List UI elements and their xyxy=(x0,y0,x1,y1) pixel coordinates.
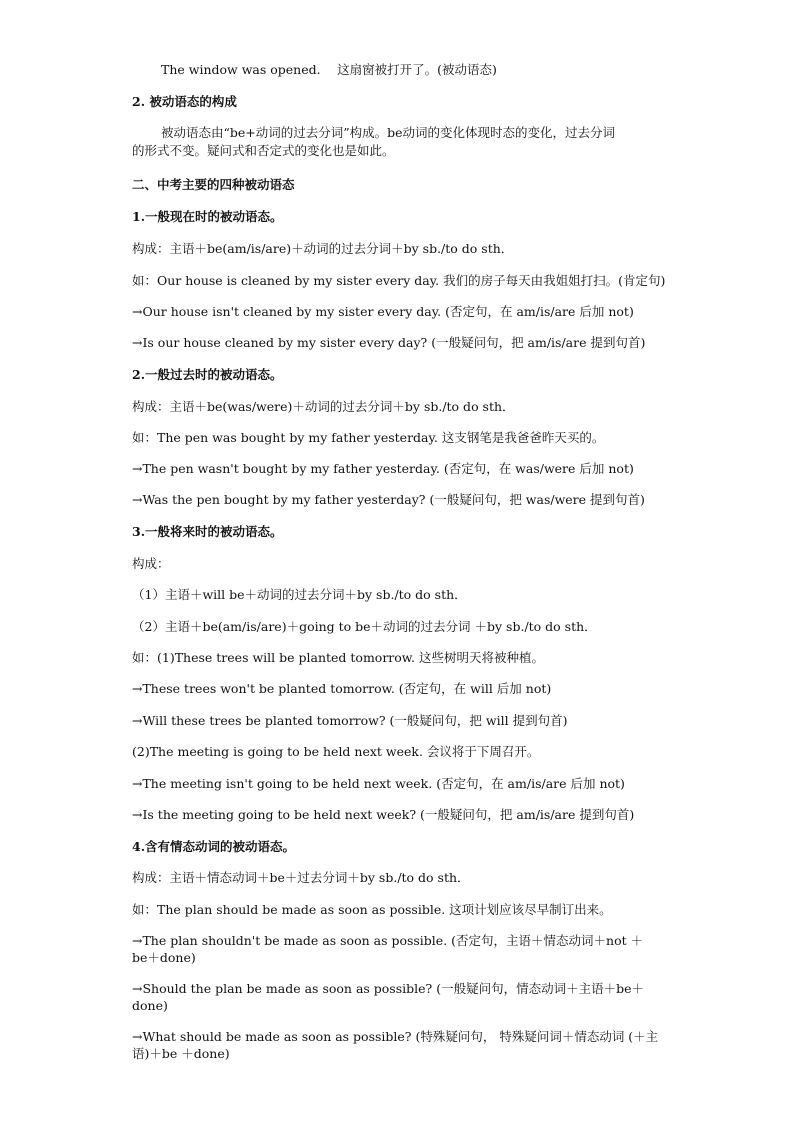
example-line: 如：The pen was bought by my father yesterday. 这支钢笔是我爸爸昨天买的。 xyxy=(132,430,605,445)
example-line: →Will these trees be planted tomorrow? (一般疑问句，把 will 提到句首) xyxy=(132,713,568,728)
section-heading: 2. 被动语态的构成 xyxy=(132,94,237,109)
subsection-heading: 1.一般现在时的被动语态。 xyxy=(132,209,283,224)
formula-line: 构成：主语＋be(was/were)＋动词的过去分词＋by sb./to do sth． xyxy=(132,399,515,414)
formula-line: 构成：主语＋be(am/is/are)＋动词的过去分词＋by sb./to do sth． xyxy=(132,241,514,256)
formula-line: （1）主语＋will be＋动词的过去分词＋by sb./to do sth． xyxy=(132,587,467,602)
example-line: →The pen wasn't bought by my father yesterday. (否定句，在 was/were 后加 not) xyxy=(132,461,634,476)
subsection-heading: 3.一般将来时的被动语态。 xyxy=(132,524,283,539)
paragraph-line: 的形式不变。疑问式和否定式的变化也是如此。 xyxy=(132,143,395,158)
example-line: →These trees won't be planted tomorrow. (否定句，在 will 后加 not) xyxy=(132,681,552,696)
example-line: →What should be made as soon as possible? (特殊疑问句， 特殊疑问词＋情态动词 (＋主语)＋be ＋done) xyxy=(132,1029,659,1061)
paragraph-line: 被动语态由“be+动词的过去分词”构成。be动词的变化体现时态的变化，过去分词 xyxy=(161,125,616,140)
example-line: (2)The meeting is going to be held next week. 会议将于下周召开。 xyxy=(132,744,540,759)
example-line: →Is our house cleaned by my sister every day? (一般疑问句，把 am/is/are 提到句首) xyxy=(132,335,646,350)
example-line: →Our house isn't cleaned by my sister every day. (否定句，在 am/is/are 后加 not) xyxy=(132,304,634,319)
example-line: →Is the meeting going to be held next week? (一般疑问句，把 am/is/are 提到句首) xyxy=(132,807,635,822)
subsection-heading: 4.含有情态动词的被动语态。 xyxy=(132,839,296,854)
subsection-heading: 2.一般过去时的被动语态。 xyxy=(132,367,283,382)
example-line: 如：Our house is cleaned by my sister every day. 我们的房子每天由我姐姐打扫。(肯定句) xyxy=(132,273,666,288)
formula-label: 构成： xyxy=(132,556,170,571)
formula-line: （2）主语＋be(am/is/are)＋going to be＋动词的过去分词 ＋by sb./to do sth． xyxy=(132,619,597,634)
example-line: →Was the pen bought by my father yesterday? (一般疑问句，把 was/were 提到句首) xyxy=(132,492,645,507)
example-line: 如：(1)These trees will be planted tomorrow. 这些树明天将被种植。 xyxy=(132,650,544,665)
example-line: →The meeting isn't going to be held next week. (否定句，在 am/is/are 后加 not) xyxy=(132,776,625,791)
example-line: →The plan shouldn't be made as soon as possible. (否定句，主语＋情态动词＋not ＋ be＋done) xyxy=(132,933,644,965)
section-heading: 二、中考主要的四种被动语态 xyxy=(132,177,295,192)
example-line: 如：The plan should be made as soon as possible. 这项计划应该尽早制订出来。 xyxy=(132,902,612,917)
formula-line: 构成：主语＋情态动词＋be＋过去分词＋by sb./to do sth． xyxy=(132,870,470,885)
example-sentence: The window was opened. 这扇窗被打开了。(被动语态) xyxy=(161,62,497,77)
example-line: →Should the plan be made as soon as possible? (一般疑问句，情态动词＋主语＋be＋done) xyxy=(132,981,644,1013)
